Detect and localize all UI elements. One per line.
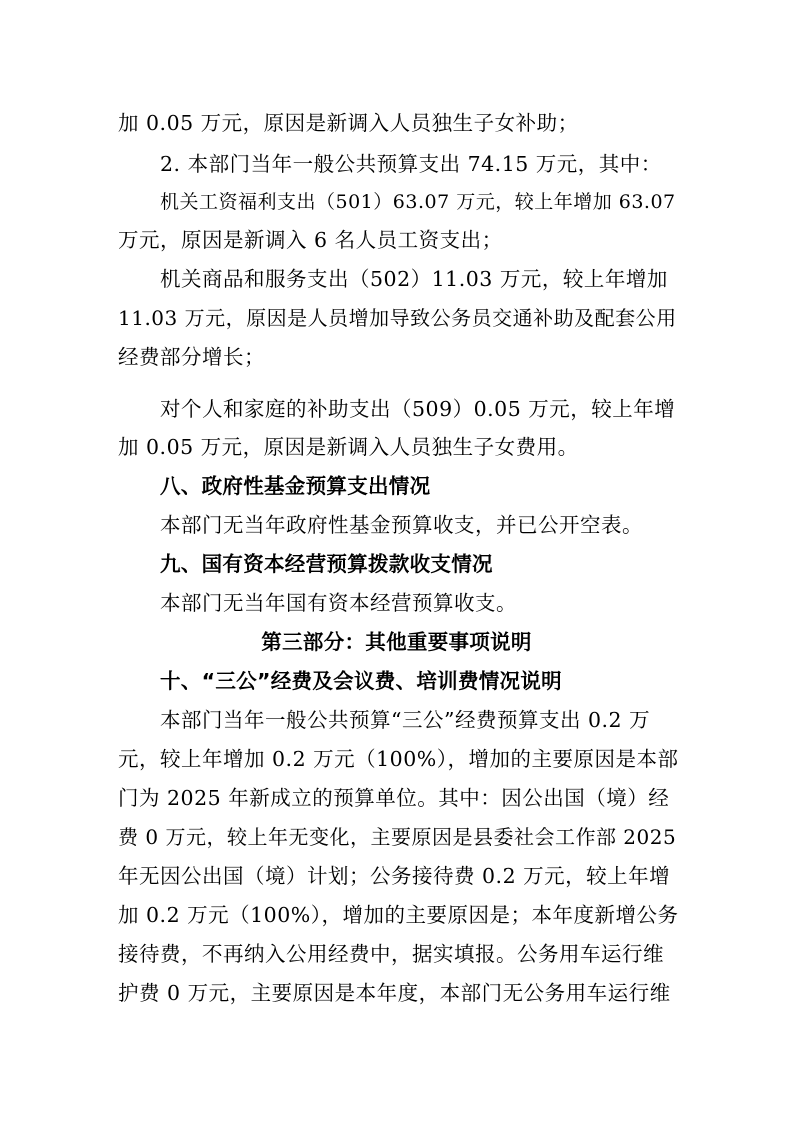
paragraph-line: 本部门无当年国有资本经营预算收支。 <box>160 591 517 615</box>
paragraph-line: 加 0.05 万元，原因是新调入人员独生子女补助； <box>118 111 579 135</box>
paragraph-line: 年无因公出国（境）计划；公务接待费 0.2 万元，较上年增 <box>118 864 671 888</box>
paragraph-line: 对个人和家庭的补助支出（509）0.05 万元，较上年增 <box>160 397 676 421</box>
section-heading: 八、政府性基金预算支出情况 <box>160 474 431 498</box>
paragraph-line: 元，较上年增加 0.2 万元（100%），增加的主要原因是本部 <box>118 747 679 771</box>
paragraph-line: 本部门无当年政府性基金预算收支，并已公开空表。 <box>160 513 643 537</box>
paragraph-line: 费 0 万元，较上年无变化，主要原因是县委社会工作部 2025 <box>118 825 677 849</box>
part-heading: 第三部分：其他重要事项说明 <box>261 630 532 654</box>
section-heading: 十、“三公”经费及会议费、培训费情况说明 <box>160 669 562 693</box>
paragraph-line: 护费 0 万元，主要原因是本年度，本部门无公务用车运行维 <box>118 981 671 1005</box>
paragraph-line: 机关商品和服务支出（502）11.03 万元，较上年增加 <box>160 267 668 291</box>
paragraph-line: 11.03 万元，原因是人员增加导致公务员交通补助及配套公用 <box>118 306 677 330</box>
paragraph-line: 万元，原因是新调入 6 名人员工资支出； <box>118 228 503 252</box>
section-heading: 九、国有资本经营预算拨款收支情况 <box>160 552 493 576</box>
paragraph-line: 本部门当年一般公共预算“三公”经费预算支出 0.2 万 <box>160 708 651 732</box>
paragraph-line: 加 0.05 万元，原因是新调入人员独生子女费用。 <box>118 435 579 459</box>
paragraph-line: 2. 本部门当年一般公共预算支出 74.15 万元，其中： <box>160 152 662 176</box>
paragraph-line: 加 0.2 万元（100%），增加的主要原因是；本年度新增公务 <box>118 903 679 927</box>
paragraph-line: 门为 2025 年新成立的预算单位。其中：因公出国（境）经 <box>118 786 670 810</box>
paragraph-line: 机关工资福利支出（501）63.07 万元，较上年增加 63.07 <box>160 191 676 213</box>
paragraph-line: 接待费，不再纳入公用经费中，据实填报。公务用车运行维 <box>118 942 664 966</box>
paragraph-line: 经费部分增长； <box>118 345 265 369</box>
